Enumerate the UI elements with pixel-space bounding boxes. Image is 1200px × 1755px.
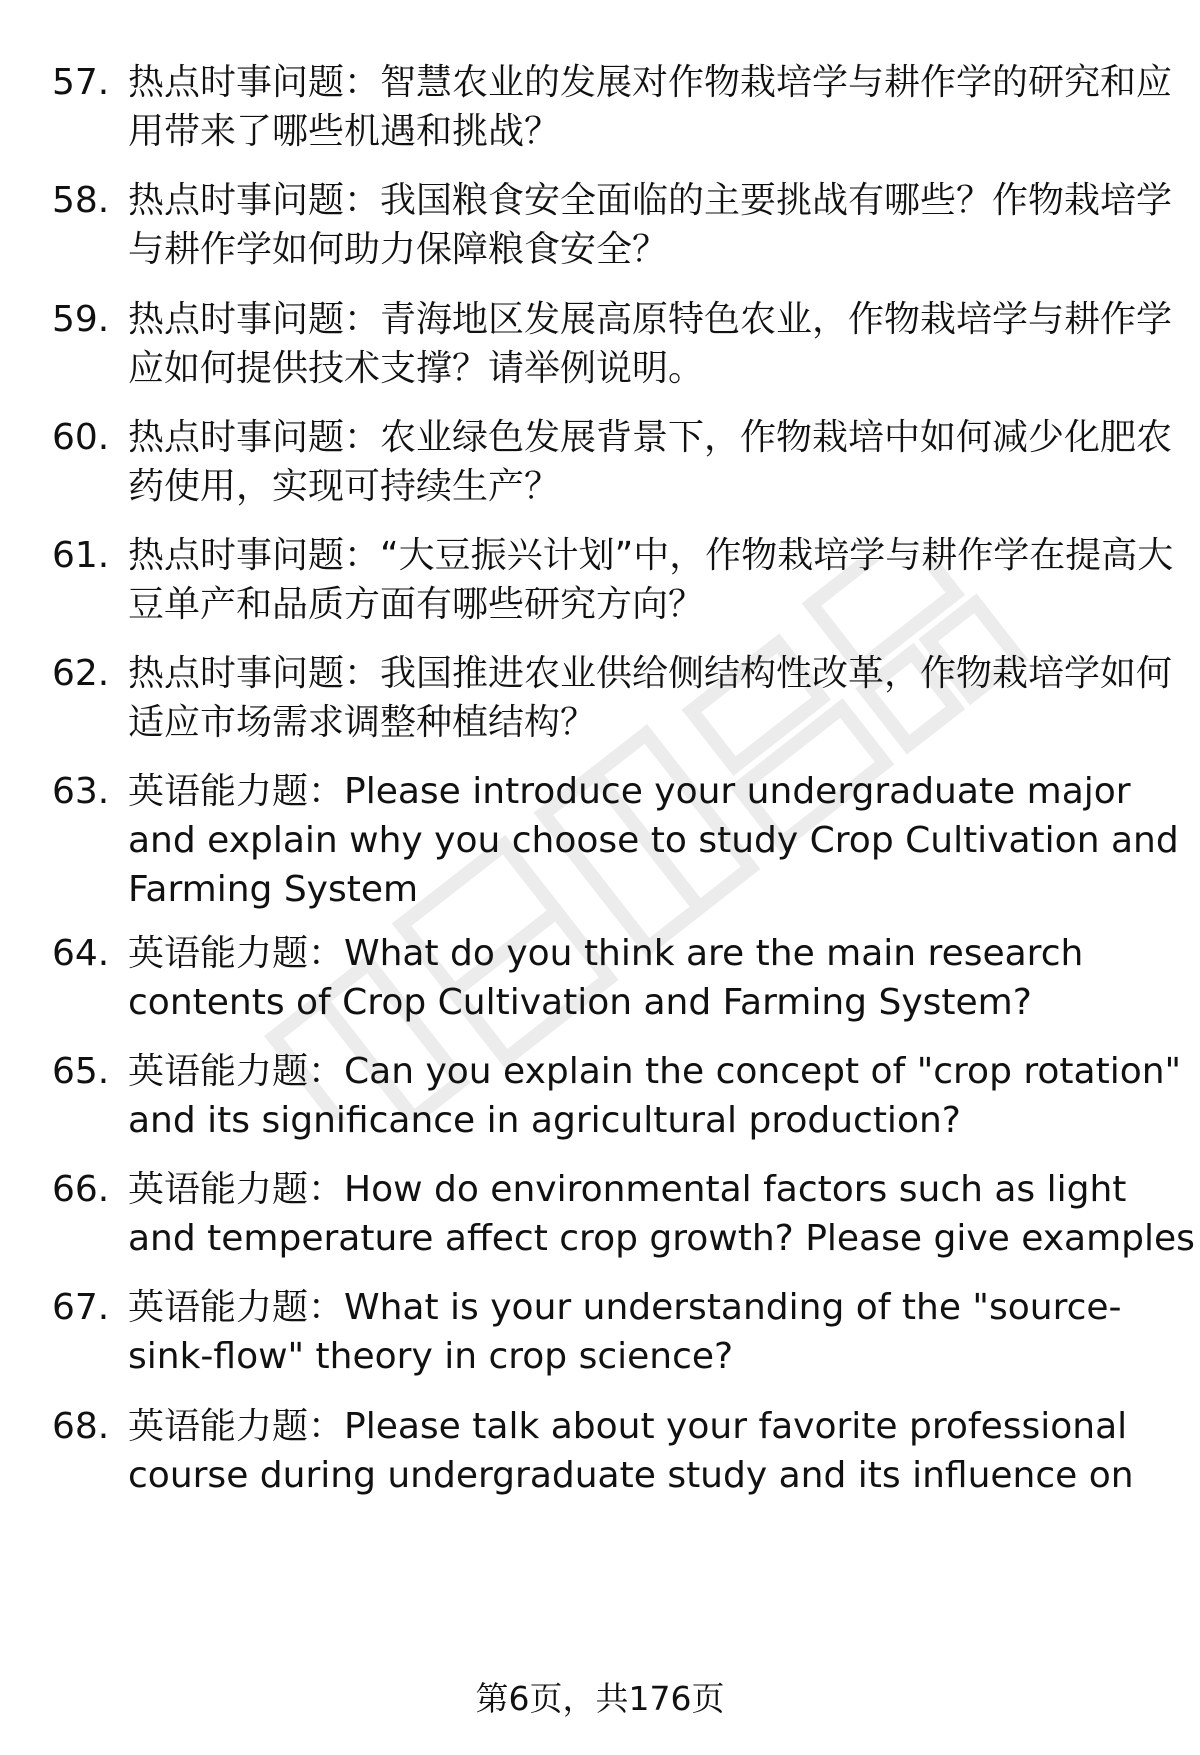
question-number: 64. [52, 933, 110, 974]
question-text: 热点时事问题：青海地区发展高原特色农业，作物栽培学与耕作学应如何提供技术支撑？请举例说明。 [128, 299, 1173, 389]
question-number: 61. [52, 535, 110, 576]
question-text: 英语能力题：How do environmental factors such as light and temperature affect crop growth? Please give examples [128, 1169, 1195, 1259]
question-item [52, 58, 1173, 156]
question-item [52, 413, 1173, 511]
question-item [52, 176, 1173, 274]
question-text: 热点时事问题：智慧农业的发展对作物栽培学与耕作学的研究和应用带来了哪些机遇和挑战？ [128, 62, 1173, 152]
question-number: 59. [52, 299, 110, 340]
question-item [52, 649, 1173, 747]
question-number: 62. [52, 653, 110, 694]
question-number: 68. [52, 1406, 110, 1447]
question-text: 英语能力题：What is your understanding of the "source-sink-flow" theory in crop science? [128, 1287, 1122, 1377]
question-number: 57. [52, 62, 110, 103]
page-footer: 第6页，共176页 [475, 1679, 725, 1718]
question-text: 热点时事问题：“大豆振兴计划”中，作物栽培学与耕作学在提高大豆单产和品质方面有哪些研究方向？ [128, 535, 1174, 625]
question-item [52, 1165, 1195, 1263]
question-item [52, 929, 1162, 1027]
question-text: 英语能力题：Can you explain the concept of "crop rotation" and its significance in agricultural production? [128, 1051, 1182, 1141]
question-item [52, 1047, 1182, 1145]
question-text: 热点时事问题：农业绿色发展背景下，作物栽培中如何减少化肥农药使用，实现可持续生产？ [128, 417, 1173, 507]
question-number: 67. [52, 1287, 110, 1328]
question-number: 66. [52, 1169, 110, 1210]
question-text: 英语能力题：Please talk about your favorite professional course during undergraduate study and its influence on [128, 1406, 1134, 1496]
question-item [52, 767, 1179, 914]
question-item [52, 531, 1174, 629]
question-text: 热点时事问题：我国推进农业供给侧结构性改革，作物栽培学如何适应市场需求调整种植结构？ [128, 653, 1173, 743]
question-item [52, 1402, 1162, 1500]
question-number: 63. [52, 771, 110, 812]
question-text: 英语能力题：Please introduce your undergraduate major and explain why you choose to study Crop Cultivation and Farming System [128, 771, 1179, 910]
question-item [52, 1283, 1162, 1381]
question-text: 热点时事问题：我国粮食安全面临的主要挑战有哪些？作物栽培学与耕作学如何助力保障粮食安全？ [128, 180, 1173, 270]
question-number: 65. [52, 1051, 110, 1092]
question-item [52, 295, 1173, 393]
question-number: 60. [52, 417, 110, 458]
question-number: 58. [52, 180, 110, 221]
question-text: 英语能力题：What do you think are the main research contents of Crop Cultivation and Farming System? [128, 933, 1084, 1023]
